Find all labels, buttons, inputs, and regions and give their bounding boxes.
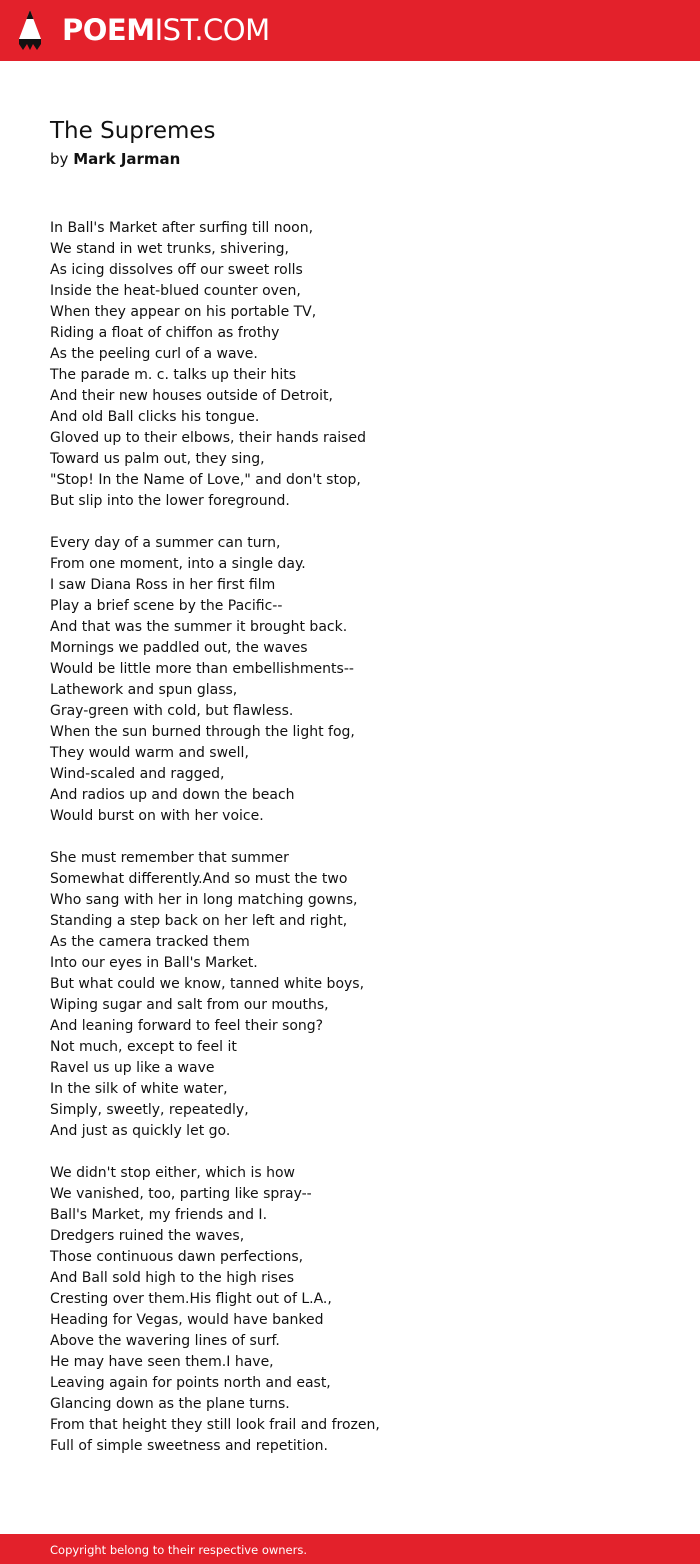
poem-line: Into our eyes in Ball's Market. [50, 955, 258, 971]
logo-light-text: IST.COM [154, 13, 270, 47]
poem-line: As icing dissolves off our sweet rolls [50, 262, 303, 278]
poem-line: Play a brief scene by the Pacific-- [50, 598, 283, 614]
poem-line: Glancing down as the plane turns. [50, 1396, 290, 1412]
poem-line: Dredgers ruined the waves, [50, 1228, 245, 1244]
poem-line: We stand in wet trunks, shivering, [50, 241, 289, 257]
poem-line: Ravel us up like a wave [50, 1060, 215, 1076]
poem-line: Ball's Market, my friends and I. [50, 1207, 268, 1223]
poem-line: From that height they still look frail and frozen, [50, 1417, 380, 1433]
poem-line: Wind-scaled and ragged, [50, 766, 225, 782]
poem-line: And that was the summer it brought back. [50, 619, 348, 635]
poem-line: Would be little more than embellishments-- [50, 661, 354, 677]
poem-stanza [50, 848, 650, 1142]
pencil-tip-icon[interactable] [18, 9, 42, 51]
poem-line: Cresting over them.His flight out of L.A., [50, 1291, 332, 1307]
poem-body [50, 218, 650, 1478]
poem-line: The parade m. c. talks up their hits [50, 367, 297, 383]
poem-line: I saw Diana Ross in her first film [50, 577, 276, 593]
poem-line: Lathework and spun glass, [50, 682, 238, 698]
poem-line: From one moment, into a single day. [50, 556, 306, 572]
poem-line: "Stop! In the Name of Love," and don't stop, [50, 472, 361, 488]
poem-stanza [50, 218, 650, 512]
poem-line: As the camera tracked them [50, 934, 250, 950]
poem-line: They would warm and swell, [50, 745, 249, 761]
top-bar [0, 0, 700, 61]
poem-line: And their new houses outside of Detroit, [50, 388, 333, 404]
poem-line: And old Ball clicks his tongue. [50, 409, 260, 425]
poem-line: Those continuous dawn perfections, [50, 1249, 304, 1265]
poem-line: Heading for Vegas, would have banked [50, 1312, 324, 1328]
poem-line: When the sun burned through the light fog, [50, 724, 355, 740]
poem-line: Toward us palm out, they sing, [50, 451, 265, 467]
poem-line: Gray-green with cold, but flawless. [50, 703, 294, 719]
footer-bar [0, 1534, 700, 1564]
poem-line: In the silk of white water, [50, 1081, 228, 1097]
site-logo[interactable] [62, 12, 270, 48]
poem-line: And just as quickly let go. [50, 1123, 231, 1139]
poem-line: Not much, except to feel it [50, 1039, 237, 1055]
by-label: by [50, 150, 69, 168]
poem-line: She must remember that summer [50, 850, 289, 866]
poem-line: Would burst on with her voice. [50, 808, 264, 824]
poem-line: Gloved up to their elbows, their hands raised [50, 430, 366, 446]
poem-line: And Ball sold high to the high rises [50, 1270, 295, 1286]
poem-line: And leaning forward to feel their song? [50, 1018, 324, 1034]
poem-stanza [50, 533, 650, 827]
poem-line: He may have seen them.I have, [50, 1354, 274, 1370]
poem-line: When they appear on his portable TV, [50, 304, 317, 320]
poem-line: We didn't stop either, which is how [50, 1165, 295, 1181]
poem-line: But slip into the lower foreground. [50, 493, 290, 509]
poem-line: Riding a float of chiffon as frothy [50, 325, 280, 341]
poem-title: The Supremes [50, 118, 216, 144]
byline [50, 148, 180, 170]
poem-line: Simply, sweetly, repeatedly, [50, 1102, 249, 1118]
poem-line: Every day of a summer can turn, [50, 535, 281, 551]
poem-stanza [50, 1163, 650, 1457]
poem-line: Standing a step back on her left and right, [50, 913, 348, 929]
poem-line: Mornings we paddled out, the waves [50, 640, 308, 656]
poem-line: Inside the heat-blued counter oven, [50, 283, 301, 299]
poem-line: As the peeling curl of a wave. [50, 346, 258, 362]
poem-line: And radios up and down the beach [50, 787, 295, 803]
poem-line: Leaving again for points north and east, [50, 1375, 331, 1391]
poem-line: Somewhat differently.And so must the two [50, 871, 348, 887]
poem-line: Wiping sugar and salt from our mouths, [50, 997, 329, 1013]
poem-line: In Ball's Market after surfing till noon, [50, 220, 314, 236]
poem-line: Who sang with her in long matching gowns, [50, 892, 358, 908]
poem-line: But what could we know, tanned white boys, [50, 976, 365, 992]
poem-line: We vanished, too, parting like spray-- [50, 1186, 312, 1202]
poem-line: Full of simple sweetness and repetition. [50, 1438, 328, 1454]
author-name: Mark Jarman [73, 150, 181, 168]
poem-line: Above the wavering lines of surf. [50, 1333, 280, 1349]
copyright-notice: Copyright belong to their respective owners. [50, 1543, 308, 1557]
logo-bold-text: POEM [62, 13, 155, 47]
